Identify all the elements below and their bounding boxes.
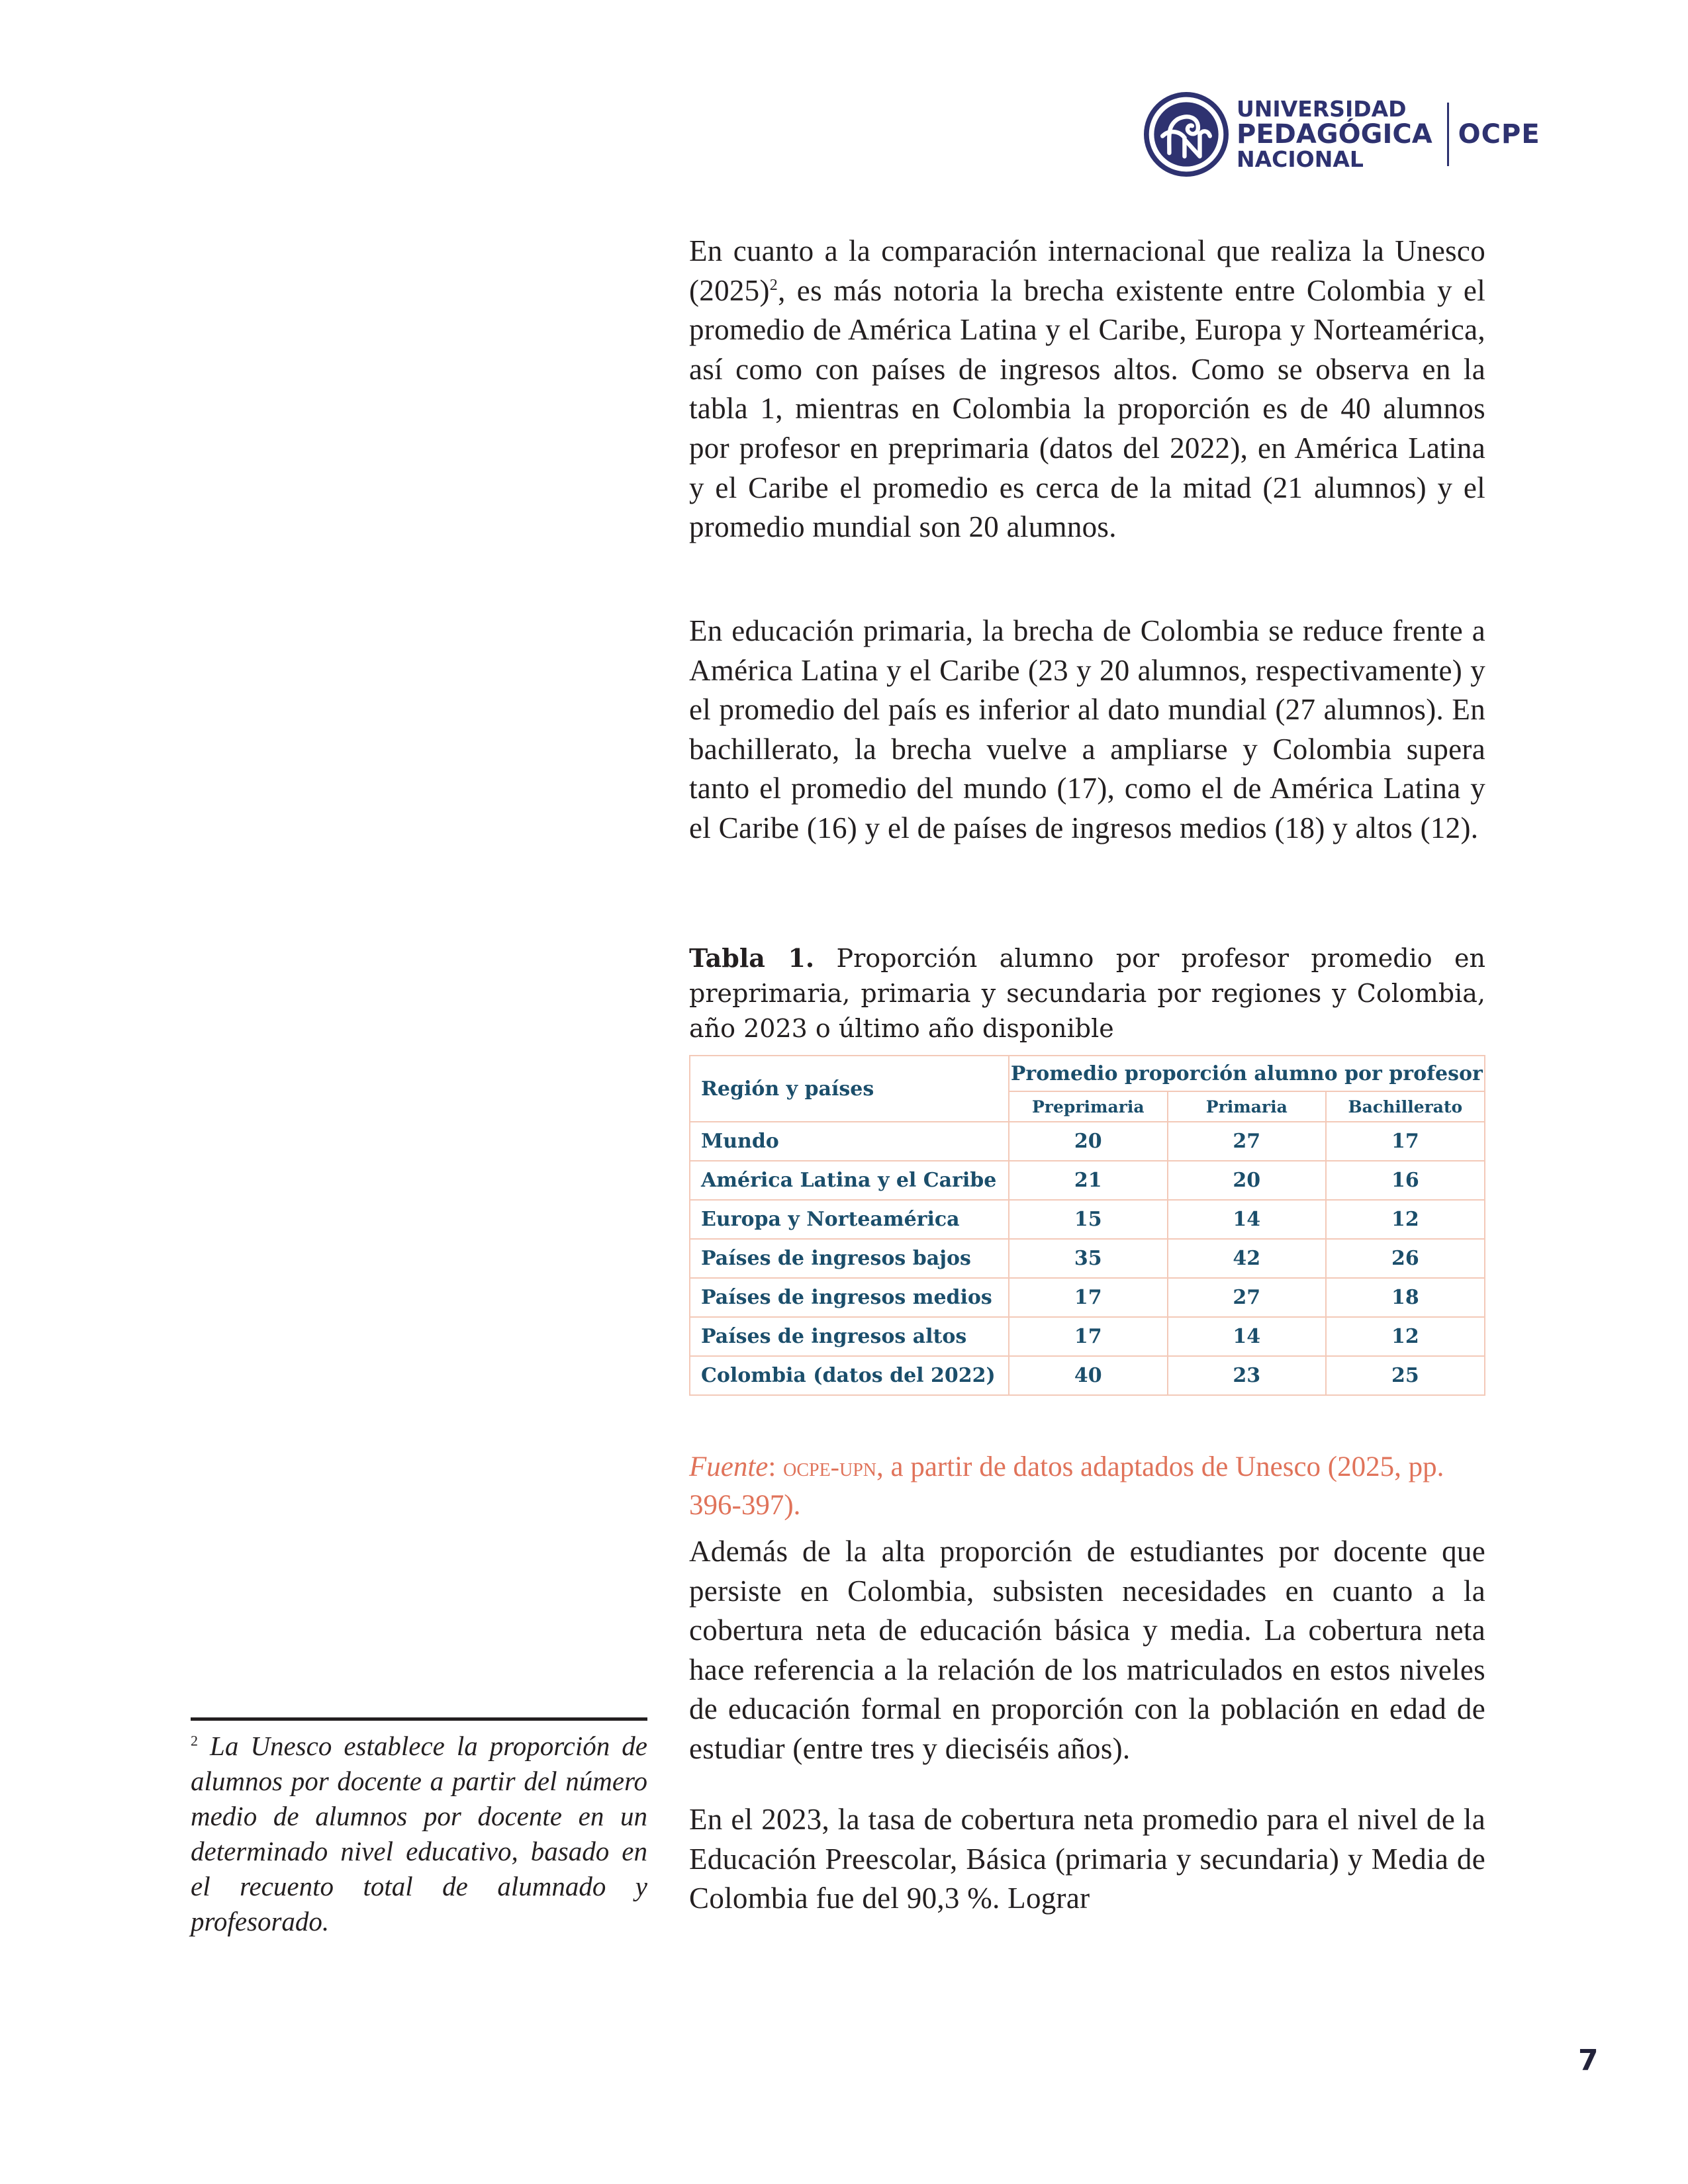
footnote-number: 2 — [191, 1732, 198, 1749]
cell-bachillerato: 18 — [1326, 1278, 1485, 1317]
body-paragraph-4: En el 2023, la tasa de cobertura neta promedio para el nivel de la Educación Preescolar, Básica (primaria y secundaria) y Media de Colombia fue del 90,3 %. Lograr — [689, 1803, 1485, 1915]
footnote-ref-2[interactable]: 2 — [769, 276, 778, 294]
paragraph-1-text-a: En cuanto a la comparación internacional que realiza la Unesco (2025) — [689, 234, 1485, 307]
table-row — [690, 1122, 1485, 1161]
source-label: Fuente — [689, 1451, 769, 1482]
logo-divider — [1447, 103, 1449, 166]
page-number: 7 — [1578, 2044, 1599, 2077]
ratio-table-container — [689, 1055, 1485, 1396]
table-row — [690, 1356, 1485, 1395]
source-org: ocpe-upn — [783, 1452, 876, 1482]
header-group: Promedio proporción alumno por profesor — [1009, 1056, 1485, 1091]
cell-primaria: 14 — [1168, 1200, 1326, 1239]
cell-preprimaria: 21 — [1009, 1161, 1168, 1200]
cell-primaria: 14 — [1168, 1317, 1326, 1356]
table-row — [690, 1317, 1485, 1356]
table-row — [690, 1161, 1485, 1200]
cell-primaria: 27 — [1168, 1278, 1326, 1317]
table-caption — [689, 940, 1485, 1046]
row-name: Países de ingresos altos — [690, 1317, 1009, 1356]
row-name: Países de ingresos bajos — [690, 1239, 1009, 1278]
header-region: Región y países — [690, 1056, 1009, 1122]
cell-primaria: 42 — [1168, 1239, 1326, 1278]
cell-preprimaria: 15 — [1009, 1200, 1168, 1239]
body-paragraph-2: En educación primaria, la brecha de Colombia se reduce frente a América Latina y el Caribe (23 y 20 alumnos, respectivamente) y el promedio del país es inferior al dato mundial (27 alumnos). En bachillerato, la brecha vuelve a ampliarse y Colombia supera tanto el promedio del mundo (17), como el de América Latina y el Caribe (16) y el de países de ingresos medios (18) y altos (12). — [689, 614, 1485, 844]
cell-preprimaria: 17 — [1009, 1317, 1168, 1356]
table-caption-text: Proporción alumno por profesor promedio en preprimaria, primaria y secundaria por regiones y Colombia, año 2023 o último año disponible — [689, 944, 1486, 1043]
body-paragraph-3: Además de la alta proporción de estudiantes por docente que persiste en Colombia, subsisten necesidades en cuanto a la cobertura neta de educación básica y media. La cobertura neta hace referencia a la relación de los matriculados en estos niveles de educación formal en proporción con la población en edad de estudiar (entre tres y dieciséis años). — [689, 1535, 1485, 1765]
row-name: América Latina y el Caribe — [690, 1161, 1009, 1200]
footnote-divider — [191, 1717, 647, 1721]
cell-primaria: 20 — [1168, 1161, 1326, 1200]
cell-bachillerato: 17 — [1326, 1122, 1485, 1161]
cell-bachillerato: 25 — [1326, 1356, 1485, 1395]
cell-preprimaria: 17 — [1009, 1278, 1168, 1317]
header-preprimaria: Preprimaria — [1009, 1091, 1168, 1122]
logo-unit-ocpe: OCPE — [1458, 119, 1540, 150]
table-source — [689, 1448, 1485, 1525]
cell-bachillerato: 12 — [1326, 1317, 1485, 1356]
upn-emblem-icon — [1144, 92, 1229, 177]
cell-bachillerato: 12 — [1326, 1200, 1485, 1239]
table-row — [690, 1239, 1485, 1278]
row-name: Colombia (datos del 2022) — [690, 1356, 1009, 1395]
logo-line-1: UNIVERSIDAD — [1237, 96, 1407, 122]
university-logo — [1144, 85, 1540, 184]
row-name: Europa y Norteamérica — [690, 1200, 1009, 1239]
cell-primaria: 23 — [1168, 1356, 1326, 1395]
paragraph-1-text-b: , es más notoria la brecha existente entre Colombia y el promedio de América Latina y el Caribe, Europa y Norteamérica, así como con países de ingresos altos. Como se observa en la tabla 1, mientras en Colombia la proporción es de 40 alumnos por profesor en preprimaria (datos del 2022), en América Latina y el Caribe el promedio es cerca de la mitad (21 alumnos) y el promedio mundial son 20 alumnos. — [689, 273, 1485, 544]
logo-wordmark — [1237, 97, 1432, 171]
cell-primaria: 27 — [1168, 1122, 1326, 1161]
cell-preprimaria: 20 — [1009, 1122, 1168, 1161]
body-paragraph-1 — [689, 232, 1485, 547]
row-name: Mundo — [690, 1122, 1009, 1161]
cell-preprimaria: 35 — [1009, 1239, 1168, 1278]
header-primaria: Primaria — [1168, 1091, 1326, 1122]
table-row — [690, 1200, 1485, 1239]
cell-preprimaria: 40 — [1009, 1356, 1168, 1395]
table-row — [690, 1278, 1485, 1317]
row-name: Países de ingresos medios — [690, 1278, 1009, 1317]
footnote — [191, 1729, 647, 1939]
logo-line-3: NACIONAL — [1237, 146, 1364, 172]
cell-bachillerato: 26 — [1326, 1239, 1485, 1278]
source-text: , a partir de datos adaptados de Unesco (2025, pp. 396-397). — [689, 1451, 1444, 1521]
table-caption-label: Tabla 1. — [689, 943, 815, 973]
header-bachillerato: Bachillerato — [1326, 1091, 1485, 1122]
source-colon: : — [768, 1451, 784, 1482]
student-teacher-ratio-table — [689, 1055, 1485, 1396]
footnote-text: La Unesco establece la proporción de alumnos por docente a partir del número medio de alumnos por docente en un determinado nivel educativo, basado en el recuento total de alumnado y profesorado. — [191, 1731, 647, 1936]
cell-bachillerato: 16 — [1326, 1161, 1485, 1200]
logo-line-2: PEDAGÓGICA — [1237, 119, 1432, 150]
